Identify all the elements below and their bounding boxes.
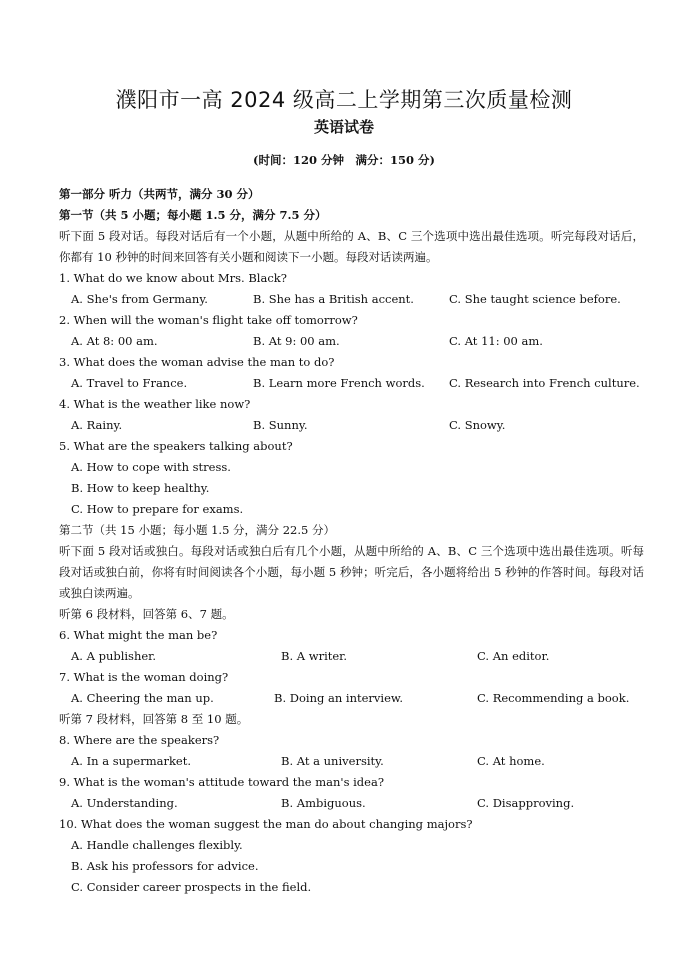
option-c: C. Disapproving. [477,796,575,810]
question-stem: 10. What does the woman suggest the man do about changing majors? [59,817,473,831]
question-options [59,751,644,772]
section2-heading: 第二节（共 15 小题；每小题 1.5 分，满分 22.5 分） [59,523,335,537]
question-options [59,415,644,436]
option-a: A. How to cope with stress. [71,460,231,474]
question-options [59,331,644,352]
option-b: B. Learn more French words. [253,376,425,390]
question-options [59,646,644,667]
option-b: B. At a university. [281,754,384,768]
option-c: C. How to prepare for exams. [71,502,244,516]
option-a: A. Travel to France. [71,376,188,390]
option-c: C. Consider career prospects in the field. [71,880,312,894]
option-c: C. Research into French culture. [449,376,640,390]
question-stem: 9. What is the woman's attitude toward the man's idea? [59,775,384,789]
section1-heading: 第一节（共 5 小题；每小题 1.5 分，满分 7.5 分） [59,208,327,222]
question-stem: 4. What is the weather like now? [59,397,251,411]
section1-instruction: 听下面 5 段对话。每段对话后有一个小题，从题中所给的 A、B、C 三个选项中选出最佳选项。听完每段对话后，你都有 10 秒钟的时间来回答有关小题和阅读下一小题。每段对话读两遍。 [59,229,644,264]
material-note: 听第 6 段材料，回答第 6、7 题。 [59,607,234,621]
option-c: C. Snowy. [449,418,506,432]
option-b: B. At 9: 00 am. [253,334,340,348]
option-a: A. In a supermarket. [71,754,192,768]
option-c: C. At home. [477,754,545,768]
question-options [59,688,644,709]
question-stem: 7. What is the woman doing? [59,670,229,684]
part-heading: 第一部分 听力（共两节，满分 30 分） [59,187,260,201]
option-b: B. How to keep healthy. [71,481,210,495]
option-a: A. Rainy. [71,418,123,432]
option-b: B. Ambiguous. [281,796,366,810]
option-c: C. Recommending a book. [477,691,630,705]
option-b: B. Doing an interview. [274,691,404,705]
question-stem: 6. What might the man be? [59,628,218,642]
question-stem: 3. What does the woman advise the man to do? [59,355,335,369]
option-b: B. Ask his professors for advice. [71,859,259,873]
option-b: B. Sunny. [253,418,308,432]
question-stem: 8. Where are the speakers? [59,733,220,747]
exam-title: 濮阳市一高 2024 级高二上学期第三次质量检测 [115,88,573,112]
option-b: B. She has a British accent. [253,292,414,306]
section2-instruction: 听下面 5 段对话或独白。每段对话或独白后有几个小题，从题中所给的 A、B、C 三个选项中选出最佳选项。听每段对话或独白前，你将有时间阅读各个小题，每小题 5 秒钟；听完后，各小题将给出 5 秒钟的作答时间。每段对话或独白读两遍。 [59,544,644,600]
question-options [59,793,644,814]
question-stem: 1. What do we know about Mrs. Black? [59,271,287,285]
option-b: B. A writer. [281,649,348,663]
option-a: A. At 8: 00 am. [71,334,158,348]
question-stem: 2. When will the woman's flight take off tomorrow? [59,313,358,327]
material-note: 听第 7 段材料，回答第 8 至 10 题。 [59,712,249,726]
option-c: C. She taught science before. [449,292,621,306]
exam-meta: (时间：120 分钟 满分：150 分) [253,153,435,167]
question-stem: 5. What are the speakers talking about? [59,439,293,453]
exam-content [59,184,644,898]
option-a: A. Handle challenges flexibly. [71,838,243,852]
question-options [59,373,644,394]
option-a: A. A publisher. [71,649,157,663]
option-a: A. She's from Germany. [71,292,208,306]
question-options [59,289,644,310]
option-c: C. At 11: 00 am. [449,334,543,348]
option-c: C. An editor. [477,649,550,663]
exam-subtitle: 英语试卷 [313,118,374,136]
option-a: A. Cheering the man up. [71,691,214,705]
option-a: A. Understanding. [71,796,178,810]
